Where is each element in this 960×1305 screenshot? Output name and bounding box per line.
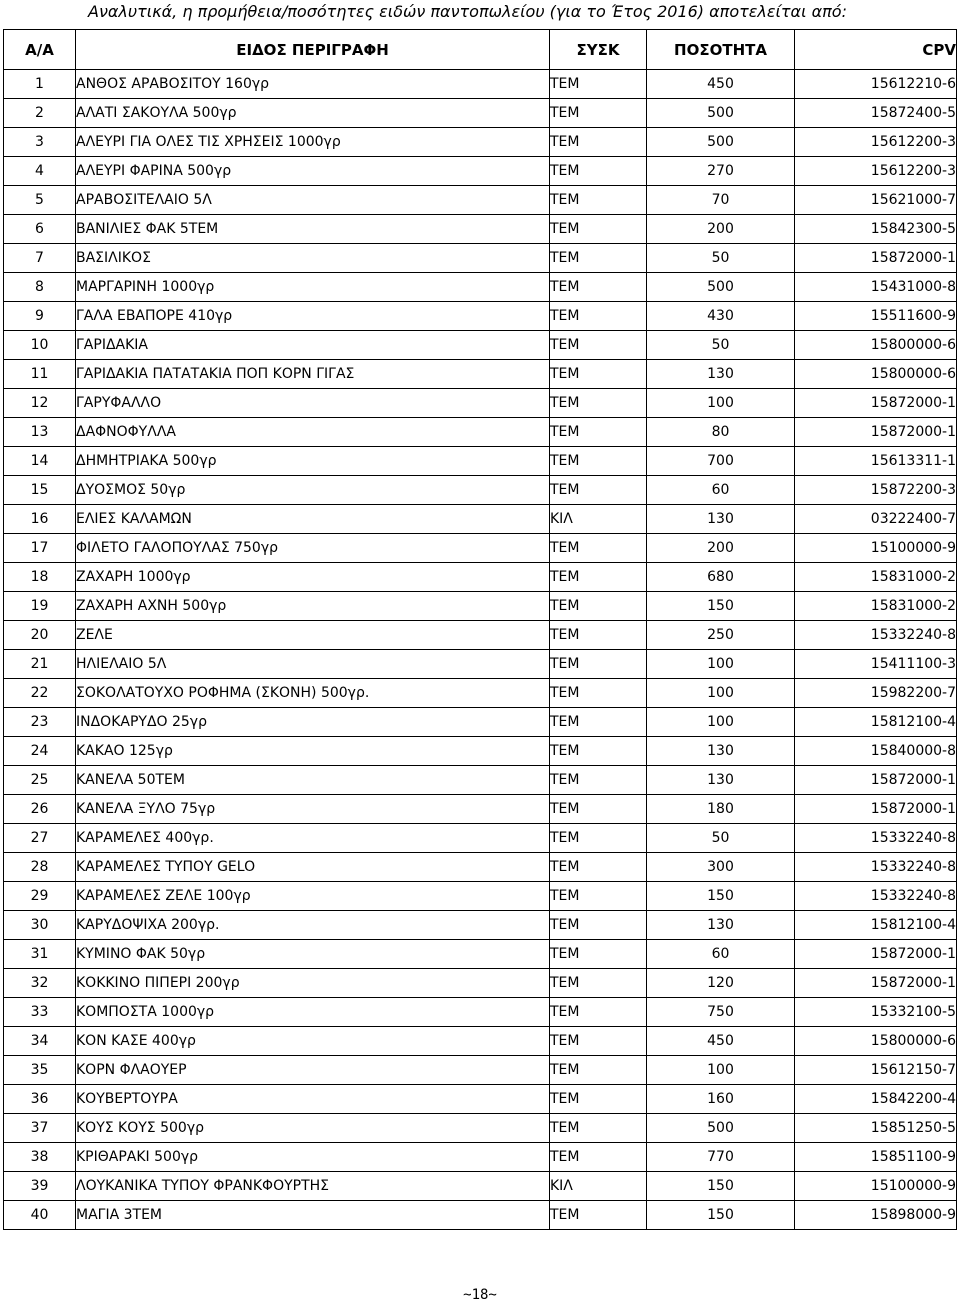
cell-aa: 22 bbox=[4, 679, 76, 708]
cell-cpv: 15332240-8 bbox=[795, 853, 957, 882]
cell-unit: ΤΕΜ bbox=[550, 882, 647, 911]
cell-aa: 6 bbox=[4, 215, 76, 244]
table-row bbox=[4, 331, 957, 360]
cell-description: ΑΛΕΥΡΙ ΓΙΑ ΟΛΕΣ ΤΙΣ ΧΡΗΣΕΙΣ 1000γρ bbox=[76, 128, 550, 157]
cell-aa: 10 bbox=[4, 331, 76, 360]
cell-aa: 38 bbox=[4, 1143, 76, 1172]
cell-aa: 30 bbox=[4, 911, 76, 940]
table-row bbox=[4, 186, 957, 215]
cell-unit: ΤΕΜ bbox=[550, 1143, 647, 1172]
table-row bbox=[4, 534, 957, 563]
cell-quantity: 100 bbox=[647, 708, 795, 737]
cell-aa: 24 bbox=[4, 737, 76, 766]
cell-description: ΓΑΛΑ ΕΒΑΠΟΡΕ 410γρ bbox=[76, 302, 550, 331]
cell-cpv: 15332240-8 bbox=[795, 882, 957, 911]
cell-unit: ΤΕΜ bbox=[550, 1027, 647, 1056]
cell-unit: ΤΕΜ bbox=[550, 911, 647, 940]
table-row bbox=[4, 505, 957, 534]
cell-aa: 1 bbox=[4, 70, 76, 99]
cell-description: ΔΥΟΣΜΟΣ 50γρ bbox=[76, 476, 550, 505]
cell-description: ΑΝΘΟΣ ΑΡΑΒΟΣΙΤΟΥ 160γρ bbox=[76, 70, 550, 99]
cell-cpv: 15872000-1 bbox=[795, 244, 957, 273]
cell-quantity: 150 bbox=[647, 882, 795, 911]
cell-quantity: 150 bbox=[647, 1172, 795, 1201]
cell-aa: 26 bbox=[4, 795, 76, 824]
cell-unit: ΤΕΜ bbox=[550, 476, 647, 505]
table-body bbox=[4, 70, 957, 1230]
cell-description: ΛΟΥΚΑΝΙΚΑ ΤΥΠΟΥ ΦΡΑΝΚΦΟΥΡΤΗΣ bbox=[76, 1172, 550, 1201]
cell-unit: ΤΕΜ bbox=[550, 563, 647, 592]
cell-description: ΚΟΚΚΙΝΟ ΠΙΠΕΡΙ 200γρ bbox=[76, 969, 550, 998]
table-row bbox=[4, 795, 957, 824]
cell-description: ΖΑΧΑΡΗ ΑΧΝΗ 500γρ bbox=[76, 592, 550, 621]
table-row bbox=[4, 128, 957, 157]
cell-aa: 9 bbox=[4, 302, 76, 331]
cell-description: ΚΑΝΕΛΑ ΞΥΛΟ 75γρ bbox=[76, 795, 550, 824]
cell-aa: 14 bbox=[4, 447, 76, 476]
cell-aa: 13 bbox=[4, 418, 76, 447]
cell-aa: 15 bbox=[4, 476, 76, 505]
cell-quantity: 50 bbox=[647, 331, 795, 360]
table-row bbox=[4, 766, 957, 795]
cell-cpv: 15800000-6 bbox=[795, 331, 957, 360]
cell-quantity: 50 bbox=[647, 824, 795, 853]
cell-quantity: 500 bbox=[647, 128, 795, 157]
cell-quantity: 270 bbox=[647, 157, 795, 186]
table-row bbox=[4, 1056, 957, 1085]
cell-description: ΚΡΙΘΑΡΑΚΙ 500γρ bbox=[76, 1143, 550, 1172]
cell-quantity: 70 bbox=[647, 186, 795, 215]
table-row bbox=[4, 563, 957, 592]
cell-description: ΜΑΓΙΑ 3ΤΕΜ bbox=[76, 1201, 550, 1230]
cell-cpv: 15511600-9 bbox=[795, 302, 957, 331]
cell-cpv: 15612150-7 bbox=[795, 1056, 957, 1085]
cell-aa: 36 bbox=[4, 1085, 76, 1114]
cell-quantity: 130 bbox=[647, 505, 795, 534]
table-header-row bbox=[4, 30, 957, 70]
cell-aa: 19 bbox=[4, 592, 76, 621]
cell-description: ΒΑΝΙΛΙΕΣ ΦΑΚ 5ΤΕΜ bbox=[76, 215, 550, 244]
cell-cpv: 15831000-2 bbox=[795, 592, 957, 621]
cell-cpv: 15851100-9 bbox=[795, 1143, 957, 1172]
cell-description: ΒΑΣΙΛΙΚΟΣ bbox=[76, 244, 550, 273]
table-row bbox=[4, 824, 957, 853]
cell-aa: 11 bbox=[4, 360, 76, 389]
cell-quantity: 100 bbox=[647, 650, 795, 679]
cell-description: ΑΡΑΒΟΣΙΤΕΛΑΙΟ 5Λ bbox=[76, 186, 550, 215]
cell-unit: ΤΕΜ bbox=[550, 128, 647, 157]
cell-unit: ΤΕΜ bbox=[550, 766, 647, 795]
cell-aa: 28 bbox=[4, 853, 76, 882]
cell-aa: 27 bbox=[4, 824, 76, 853]
cell-quantity: 450 bbox=[647, 70, 795, 99]
cell-unit: ΤΕΜ bbox=[550, 447, 647, 476]
column-header-quantity: ΠΟΣΟΤΗΤΑ bbox=[647, 30, 795, 70]
cell-description: ΚΑΝΕΛΑ 50ΤΕΜ bbox=[76, 766, 550, 795]
column-header-cpv: CPV bbox=[795, 30, 957, 70]
cell-aa: 21 bbox=[4, 650, 76, 679]
cell-cpv: 15898000-9 bbox=[795, 1201, 957, 1230]
cell-cpv: 15842200-4 bbox=[795, 1085, 957, 1114]
cell-quantity: 130 bbox=[647, 766, 795, 795]
cell-unit: ΤΕΜ bbox=[550, 969, 647, 998]
cell-description: ΚΑΚΑΟ 125γρ bbox=[76, 737, 550, 766]
cell-unit: ΤΕΜ bbox=[550, 650, 647, 679]
cell-cpv: 15851250-5 bbox=[795, 1114, 957, 1143]
cell-aa: 39 bbox=[4, 1172, 76, 1201]
table-row bbox=[4, 418, 957, 447]
table-row bbox=[4, 969, 957, 998]
cell-description: ΚΑΡΥΔΟΨΙΧΑ 200γρ. bbox=[76, 911, 550, 940]
cell-quantity: 130 bbox=[647, 737, 795, 766]
cell-aa: 5 bbox=[4, 186, 76, 215]
cell-description: ΚΟΥΣ ΚΟΥΣ 500γρ bbox=[76, 1114, 550, 1143]
table-row bbox=[4, 302, 957, 331]
cell-unit: ΤΕΜ bbox=[550, 70, 647, 99]
cell-quantity: 750 bbox=[647, 998, 795, 1027]
cell-cpv: 15872000-1 bbox=[795, 795, 957, 824]
table-row bbox=[4, 853, 957, 882]
cell-unit: ΤΕΜ bbox=[550, 331, 647, 360]
cell-unit: ΤΕΜ bbox=[550, 679, 647, 708]
cell-quantity: 500 bbox=[647, 273, 795, 302]
cell-cpv: 15812100-4 bbox=[795, 911, 957, 940]
cell-unit: ΤΕΜ bbox=[550, 621, 647, 650]
page-number: ~18~ bbox=[463, 1287, 497, 1303]
cell-unit: ΤΕΜ bbox=[550, 273, 647, 302]
cell-quantity: 250 bbox=[647, 621, 795, 650]
cell-unit: ΤΕΜ bbox=[550, 360, 647, 389]
cell-cpv: 15872400-5 bbox=[795, 99, 957, 128]
cell-cpv: 15872200-3 bbox=[795, 476, 957, 505]
cell-unit: ΤΕΜ bbox=[550, 708, 647, 737]
cell-quantity: 150 bbox=[647, 1201, 795, 1230]
cell-aa: 29 bbox=[4, 882, 76, 911]
cell-description: ΔΗΜΗΤΡΙΑΚΑ 500γρ bbox=[76, 447, 550, 476]
table-row bbox=[4, 621, 957, 650]
cell-quantity: 100 bbox=[647, 389, 795, 418]
cell-unit: ΤΕΜ bbox=[550, 592, 647, 621]
table-row bbox=[4, 737, 957, 766]
cell-description: ΣΟΚΟΛΑΤΟΥΧΟ ΡΟΦΗΜΑ (ΣΚΟΝΗ) 500γρ. bbox=[76, 679, 550, 708]
cell-quantity: 500 bbox=[647, 99, 795, 128]
column-header-aa: Α/Α bbox=[4, 30, 76, 70]
cell-description: ΜΑΡΓΑΡΙΝΗ 1000γρ bbox=[76, 273, 550, 302]
cell-quantity: 120 bbox=[647, 969, 795, 998]
cell-description: ΓΑΡΙΔΑΚΙΑ ΠΑΤΑΤΑΚΙΑ ΠΟΠ ΚΟΡΝ ΓΙΓΑΣ bbox=[76, 360, 550, 389]
cell-aa: 25 bbox=[4, 766, 76, 795]
cell-description: ΖΕΛΕ bbox=[76, 621, 550, 650]
cell-unit: ΤΕΜ bbox=[550, 244, 647, 273]
cell-unit: ΤΕΜ bbox=[550, 215, 647, 244]
cell-cpv: 15100000-9 bbox=[795, 534, 957, 563]
cell-cpv: 15872000-1 bbox=[795, 940, 957, 969]
cell-quantity: 500 bbox=[647, 1114, 795, 1143]
cell-aa: 18 bbox=[4, 563, 76, 592]
cell-quantity: 200 bbox=[647, 215, 795, 244]
table-row bbox=[4, 360, 957, 389]
table-row bbox=[4, 215, 957, 244]
cell-cpv: 15431000-8 bbox=[795, 273, 957, 302]
cell-unit: ΤΕΜ bbox=[550, 940, 647, 969]
cell-unit: ΚΙΛ bbox=[550, 505, 647, 534]
cell-description: ΓΑΡΥΦΑΛΛΟ bbox=[76, 389, 550, 418]
cell-quantity: 200 bbox=[647, 534, 795, 563]
cell-cpv: 15332100-5 bbox=[795, 998, 957, 1027]
table-row bbox=[4, 1172, 957, 1201]
cell-aa: 20 bbox=[4, 621, 76, 650]
cell-quantity: 130 bbox=[647, 360, 795, 389]
cell-quantity: 770 bbox=[647, 1143, 795, 1172]
cell-cpv: 15800000-6 bbox=[795, 1027, 957, 1056]
cell-description: ΖΑΧΑΡΗ 1000γρ bbox=[76, 563, 550, 592]
cell-quantity: 100 bbox=[647, 679, 795, 708]
cell-description: ΦΙΛΕΤΟ ΓΑΛΟΠΟΥΛΑΣ 750γρ bbox=[76, 534, 550, 563]
cell-aa: 40 bbox=[4, 1201, 76, 1230]
cell-cpv: 15411100-3 bbox=[795, 650, 957, 679]
cell-aa: 33 bbox=[4, 998, 76, 1027]
table-row bbox=[4, 1143, 957, 1172]
cell-unit: ΤΕΜ bbox=[550, 157, 647, 186]
cell-cpv: 15612200-3 bbox=[795, 128, 957, 157]
table-row bbox=[4, 911, 957, 940]
table-row bbox=[4, 99, 957, 128]
cell-quantity: 100 bbox=[647, 1056, 795, 1085]
cell-quantity: 300 bbox=[647, 853, 795, 882]
cell-cpv: 15982200-7 bbox=[795, 679, 957, 708]
cell-cpv: 15100000-9 bbox=[795, 1172, 957, 1201]
cell-aa: 12 bbox=[4, 389, 76, 418]
cell-aa: 3 bbox=[4, 128, 76, 157]
cell-unit: ΤΕΜ bbox=[550, 389, 647, 418]
document-heading: Αναλυτικά, η προμήθεια/ποσότητες ειδών παντοπωλείου (για το Έτος 2016) αποτελείται από: bbox=[88, 2, 847, 21]
cell-description: ΚΟΜΠΟΣΤΑ 1000γρ bbox=[76, 998, 550, 1027]
cell-quantity: 50 bbox=[647, 244, 795, 273]
table-row bbox=[4, 476, 957, 505]
cell-aa: 2 bbox=[4, 99, 76, 128]
cell-description: ΙΝΔΟΚΑΡΥΔΟ 25γρ bbox=[76, 708, 550, 737]
cell-quantity: 700 bbox=[647, 447, 795, 476]
cell-aa: 34 bbox=[4, 1027, 76, 1056]
cell-quantity: 130 bbox=[647, 911, 795, 940]
cell-description: ΕΛΙΕΣ ΚΑΛΑΜΩΝ bbox=[76, 505, 550, 534]
grocery-items-table bbox=[3, 29, 957, 1230]
table-row bbox=[4, 650, 957, 679]
cell-unit: ΤΕΜ bbox=[550, 737, 647, 766]
table-row bbox=[4, 389, 957, 418]
cell-aa: 32 bbox=[4, 969, 76, 998]
column-header-unit: ΣΥΣΚ bbox=[550, 30, 647, 70]
cell-quantity: 150 bbox=[647, 592, 795, 621]
cell-cpv: 15800000-6 bbox=[795, 360, 957, 389]
cell-cpv: 15872000-1 bbox=[795, 766, 957, 795]
cell-cpv: 15332240-8 bbox=[795, 824, 957, 853]
cell-aa: 31 bbox=[4, 940, 76, 969]
cell-quantity: 180 bbox=[647, 795, 795, 824]
cell-cpv: 15621000-7 bbox=[795, 186, 957, 215]
cell-cpv: 15872000-1 bbox=[795, 418, 957, 447]
table-row bbox=[4, 1114, 957, 1143]
table-row bbox=[4, 882, 957, 911]
cell-quantity: 160 bbox=[647, 1085, 795, 1114]
cell-cpv: 15613311-1 bbox=[795, 447, 957, 476]
table-row bbox=[4, 592, 957, 621]
cell-quantity: 680 bbox=[647, 563, 795, 592]
column-header-description: ΕΙΔΟΣ ΠΕΡΙΓΡΑΦΗ bbox=[76, 30, 550, 70]
cell-description: ΚΑΡΑΜΕΛΕΣ ΤΥΠΟΥ GELO bbox=[76, 853, 550, 882]
cell-cpv: 03222400-7 bbox=[795, 505, 957, 534]
cell-unit: ΤΕΜ bbox=[550, 853, 647, 882]
cell-quantity: 430 bbox=[647, 302, 795, 331]
cell-cpv: 15812100-4 bbox=[795, 708, 957, 737]
cell-cpv: 15831000-2 bbox=[795, 563, 957, 592]
cell-cpv: 15612210-6 bbox=[795, 70, 957, 99]
cell-unit: ΚΙΛ bbox=[550, 1172, 647, 1201]
table-row bbox=[4, 1027, 957, 1056]
cell-unit: ΤΕΜ bbox=[550, 1085, 647, 1114]
cell-description: ΓΑΡΙΔΑΚΙΑ bbox=[76, 331, 550, 360]
cell-aa: 23 bbox=[4, 708, 76, 737]
cell-cpv: 15872000-1 bbox=[795, 969, 957, 998]
table-row bbox=[4, 273, 957, 302]
cell-unit: ΤΕΜ bbox=[550, 1056, 647, 1085]
cell-cpv: 15842300-5 bbox=[795, 215, 957, 244]
cell-unit: ΤΕΜ bbox=[550, 534, 647, 563]
cell-quantity: 80 bbox=[647, 418, 795, 447]
cell-aa: 17 bbox=[4, 534, 76, 563]
table-row bbox=[4, 244, 957, 273]
cell-aa: 35 bbox=[4, 1056, 76, 1085]
cell-unit: ΤΕΜ bbox=[550, 418, 647, 447]
cell-aa: 37 bbox=[4, 1114, 76, 1143]
cell-aa: 16 bbox=[4, 505, 76, 534]
cell-quantity: 60 bbox=[647, 940, 795, 969]
cell-quantity: 60 bbox=[647, 476, 795, 505]
table-row bbox=[4, 708, 957, 737]
cell-aa: 7 bbox=[4, 244, 76, 273]
table-row bbox=[4, 157, 957, 186]
table-row bbox=[4, 1085, 957, 1114]
cell-description: ΑΛΕΥΡΙ ΦΑΡΙΝΑ 500γρ bbox=[76, 157, 550, 186]
cell-description: ΚΥΜΙΝΟ ΦΑΚ 50γρ bbox=[76, 940, 550, 969]
cell-description: ΚΟΝ ΚΑΣΕ 400γρ bbox=[76, 1027, 550, 1056]
cell-description: ΑΛΑΤΙ ΣΑΚΟΥΛΑ 500γρ bbox=[76, 99, 550, 128]
cell-description: ΔΑΦΝΟΦΥΛΛΑ bbox=[76, 418, 550, 447]
cell-unit: ΤΕΜ bbox=[550, 824, 647, 853]
cell-description: ΚΑΡΑΜΕΛΕΣ 400γρ. bbox=[76, 824, 550, 853]
cell-quantity: 450 bbox=[647, 1027, 795, 1056]
cell-cpv: 15612200-3 bbox=[795, 157, 957, 186]
cell-description: ΚΑΡΑΜΕΛΕΣ ΖΕΛΕ 100γρ bbox=[76, 882, 550, 911]
cell-cpv: 15332240-8 bbox=[795, 621, 957, 650]
cell-unit: ΤΕΜ bbox=[550, 302, 647, 331]
table-row bbox=[4, 1201, 957, 1230]
cell-unit: ΤΕΜ bbox=[550, 1114, 647, 1143]
cell-cpv: 15872000-1 bbox=[795, 389, 957, 418]
cell-aa: 4 bbox=[4, 157, 76, 186]
cell-description: ΚΟΥΒΕΡΤΟΥΡΑ bbox=[76, 1085, 550, 1114]
table-row bbox=[4, 70, 957, 99]
cell-description: ΗΛΙΕΛΑΙΟ 5Λ bbox=[76, 650, 550, 679]
cell-unit: ΤΕΜ bbox=[550, 1201, 647, 1230]
table-row bbox=[4, 447, 957, 476]
cell-unit: ΤΕΜ bbox=[550, 186, 647, 215]
table-row bbox=[4, 998, 957, 1027]
cell-aa: 8 bbox=[4, 273, 76, 302]
cell-cpv: 15840000-8 bbox=[795, 737, 957, 766]
cell-unit: ΤΕΜ bbox=[550, 998, 647, 1027]
cell-description: ΚΟΡΝ ΦΛΑΟΥΕΡ bbox=[76, 1056, 550, 1085]
cell-unit: ΤΕΜ bbox=[550, 99, 647, 128]
table-row bbox=[4, 940, 957, 969]
cell-unit: ΤΕΜ bbox=[550, 795, 647, 824]
table-row bbox=[4, 679, 957, 708]
